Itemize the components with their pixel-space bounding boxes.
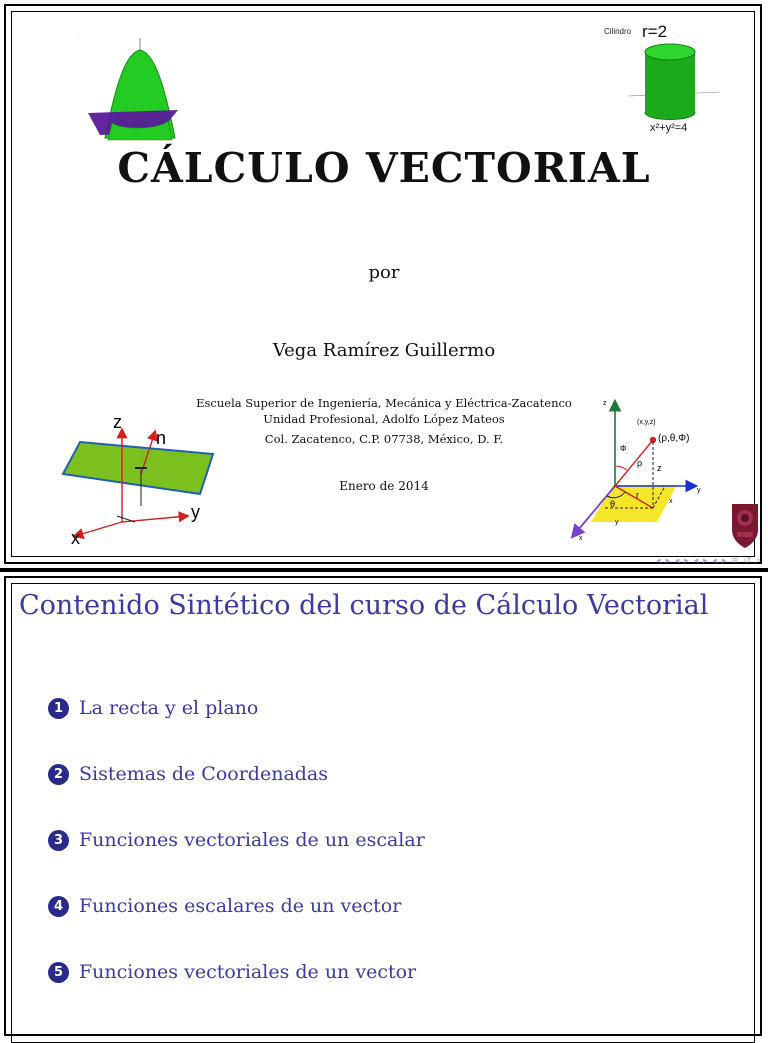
topic-item-2: [48, 762, 328, 786]
spherical-r-label: r: [636, 490, 639, 500]
topic-number-2: 2: [48, 764, 69, 785]
cylinder-radius: r=2: [642, 22, 668, 41]
topic-label-5: Funciones vectoriales de un vector: [79, 961, 417, 983]
topic-item-1: [48, 696, 258, 720]
spherical-x-label: x: [669, 498, 673, 505]
presentation-title: CÁLCULO VECTORIAL: [117, 144, 651, 192]
presentation-date: Enero de 2014: [339, 479, 429, 493]
topic-item-5: [48, 960, 416, 984]
svg-text:.: .: [78, 30, 80, 35]
spherical-point-label: (x,y,z): [637, 419, 656, 426]
spherical-y-label: y: [615, 519, 619, 526]
spherical-axis-y: y: [697, 487, 701, 494]
plane-normal-label: n: [156, 428, 167, 448]
topic-label-4: Funciones escalares de un vector: [79, 895, 402, 917]
topic-number-1: 1: [48, 698, 69, 719]
spherical-axis-z: z: [603, 400, 607, 407]
plane-axis-x: x: [71, 528, 80, 548]
topic-item-4: [48, 894, 401, 918]
spherical-coords-label: (ρ,θ,Φ): [658, 433, 690, 444]
topic-number-5: 5: [48, 962, 69, 983]
plane-axis-y: y: [191, 502, 200, 522]
paraboloid-figure: [60, 28, 215, 143]
spherical-phi-label: Φ: [620, 444, 627, 453]
author-name: Vega Ramírez Guillermo: [272, 340, 496, 361]
institution-line-2: Unidad Profesional, Adolfo López Mateos: [263, 412, 505, 426]
spherical-coords-figure: [565, 396, 715, 546]
topic-label-1: La recta y el plano: [79, 697, 259, 719]
plane-axis-z: z: [113, 412, 122, 432]
topic-item-3: [48, 828, 425, 852]
plane-normal-figure: [55, 412, 225, 552]
topic-label-3: Funciones vectoriales de un escalar: [79, 829, 425, 851]
beamer-navigation-bar[interactable]: ◂ ▸ ◂ ▸ ◂ ▸ ◂ ▸ ≡ ↺ ⌕: [656, 556, 762, 566]
spherical-theta-label: θ: [610, 499, 616, 509]
topic-number-4: 4: [48, 896, 69, 917]
topic-number-3: 3: [48, 830, 69, 851]
spherical-axis-x: x: [579, 535, 583, 542]
spherical-z-label: z: [657, 463, 662, 473]
cylinder-label: Cilindro: [604, 27, 632, 36]
institution-line-3: Col. Zacatenco, C.P. 07738, México, D. F.: [264, 432, 504, 446]
content-slide-title: Contenido Sintético del curso de Cálculo Vectorial: [19, 590, 709, 621]
institution-line-1: Escuela Superior de Ingeniería, Mecánica y Eléctrica-Zacatenco: [196, 396, 572, 410]
spherical-rho-label: ρ: [637, 458, 643, 468]
ipn-logo: [728, 500, 762, 550]
content-slide: [0, 572, 768, 1024]
topic-label-2: Sistemas de Coordenadas: [79, 763, 329, 785]
cylinder-equation: x²+y²=4: [650, 122, 688, 134]
by-label: por: [368, 262, 400, 283]
cylinder-figure: [600, 22, 750, 140]
